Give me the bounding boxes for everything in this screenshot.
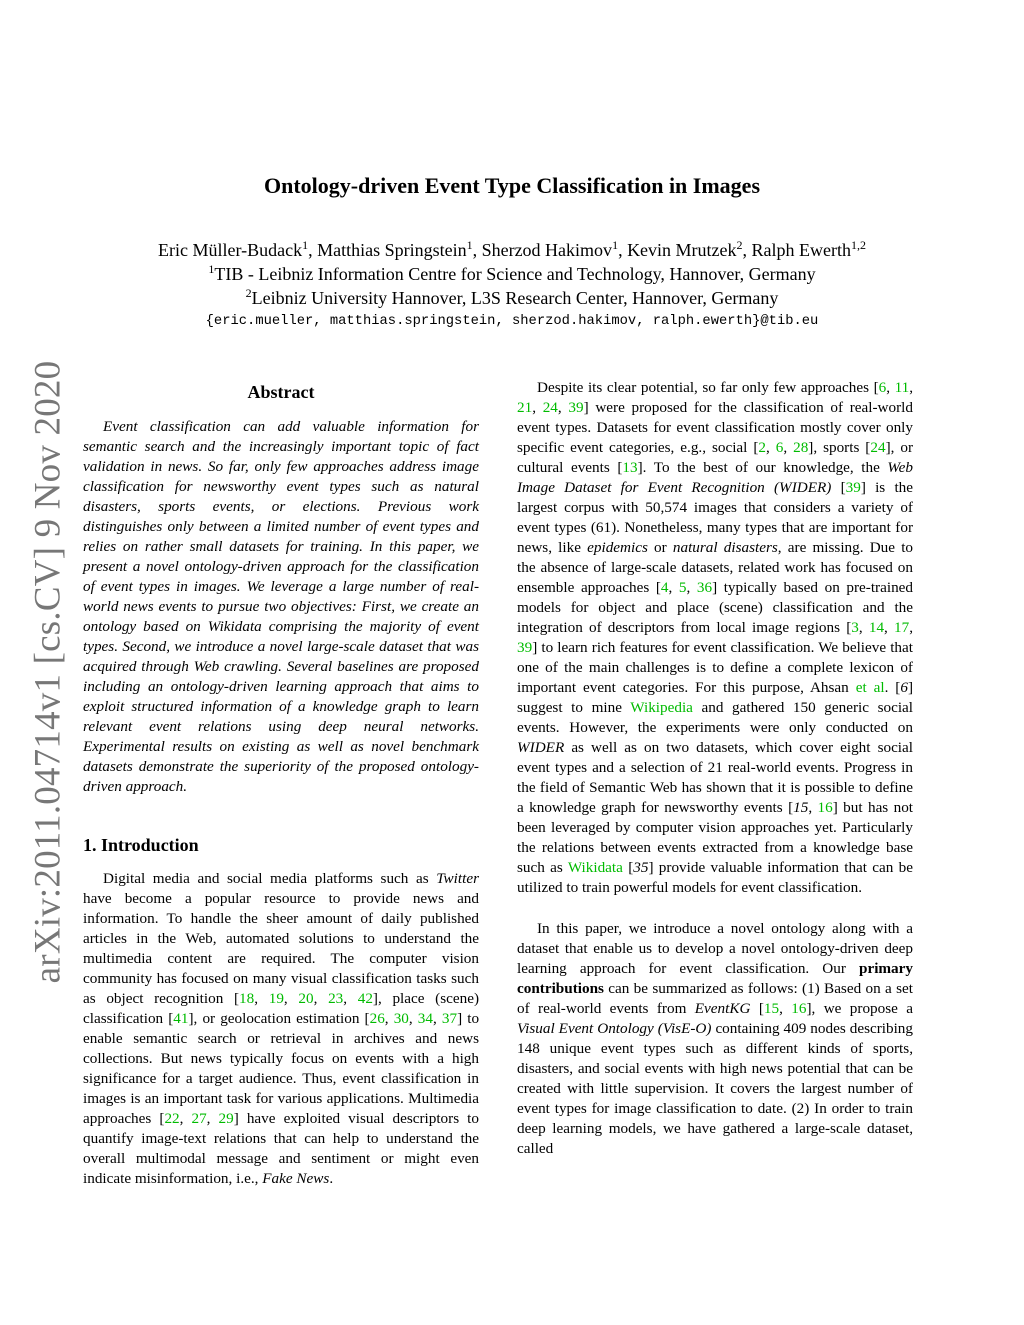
- right-column: [517, 378, 913, 1159]
- citation-link[interactable]: 6: [878, 379, 887, 396]
- abstract-heading: Abstract: [247, 382, 315, 402]
- author-name: Eric Müller-Budack: [157, 240, 303, 260]
- citation-link[interactable]: 34: [417, 1010, 433, 1027]
- author-affiliation-mark: 1: [302, 238, 309, 252]
- affiliation-line: [0, 262, 1024, 286]
- citation-link[interactable]: 18: [239, 990, 255, 1007]
- citation-link[interactable]: Wikidata: [567, 859, 623, 876]
- citation-link[interactable]: 36: [696, 579, 713, 596]
- citation-link[interactable]: 16: [817, 799, 833, 816]
- citation-link[interactable]: 14: [868, 619, 885, 636]
- citation-link[interactable]: 37: [441, 1010, 458, 1027]
- citation-link[interactable]: 28: [793, 439, 809, 456]
- citation-link[interactable]: 2: [758, 439, 766, 456]
- citation-link[interactable]: 11: [894, 379, 910, 396]
- intro-paragraph-1: Digital media and social media platforms such as Twitter have become a popular resource to provide news and information. To handle the sheer amount of daily published articles in the Web, automated solutions to understand the multimedia content are required. The computer vision community has focused on many visual classification tasks such as object recognition [18, 19, 20, 23, 42], place (scene) classification [41], or geolocation estimation [26, 30, 34, 37] to enable semantic search or retrieval in archives and news collections. But news typically focus on events with a high significance for a target audience. Thus, event classification in images is an important task for various applications. Multimedia approaches [22, 27, 29] have exploited visual descriptors to quantify image-text relations that can help to understand the overall multimodal message and sentiment or might even indicate misinformation, i.e., Fake News.: [83, 870, 480, 1187]
- citation-link[interactable]: 39: [517, 639, 533, 656]
- arxiv-identifier: arXiv:2011.04714v1 [cs.CV] 9 Nov 2020: [27, 360, 69, 984]
- citation-link[interactable]: 24: [542, 399, 558, 416]
- author-block: [0, 238, 1024, 334]
- citation-link[interactable]: et al: [855, 679, 885, 696]
- author-list: Eric Müller-Budack$^1$, Matthias Springstein$^1$, Sherzod Hakimov$^1$, Kevin Mrutzek$^2$, Ralph Ewerth$^{1,2}$: [157, 238, 867, 260]
- citation-link[interactable]: 39: [568, 399, 584, 416]
- citation-link[interactable]: 21: [517, 399, 533, 416]
- affiliation-text: Leibniz University Hannover, L3S Research Center, Hannover, Germany: [251, 288, 779, 308]
- citation-link[interactable]: 6: [775, 439, 784, 456]
- left-column: [83, 378, 479, 1189]
- citation-link[interactable]: 24: [870, 439, 886, 456]
- author-emails: {eric.mueller, matthias.springstein, sherzod.hakimov, ralph.ewerth}@tib.eu: [205, 314, 819, 329]
- citation-link[interactable]: 30: [393, 1010, 409, 1027]
- citation-link[interactable]: 26: [369, 1010, 385, 1027]
- citation-link[interactable]: 39: [845, 479, 861, 496]
- citation-link[interactable]: 41: [173, 1010, 189, 1027]
- affiliation-line: [0, 286, 1024, 310]
- citation-link[interactable]: 5: [678, 579, 687, 596]
- author-name: Kevin Mrutzek: [627, 240, 737, 260]
- citation-link[interactable]: 16: [791, 1000, 807, 1017]
- section-heading-introduction: 1. Introduction: [83, 835, 199, 855]
- citation-link[interactable]: 42: [357, 990, 373, 1007]
- affiliation-number: 1: [208, 262, 215, 276]
- affiliation-text: TIB - Leibniz Information Centre for Science and Technology, Hannover, Germany: [214, 264, 816, 284]
- citation-link[interactable]: 4: [660, 579, 669, 596]
- author-affiliation-mark: 2: [736, 238, 743, 252]
- intro-paragraph-3: In this paper, we introduce a novel ontology along with a dataset that enable us to develop a novel ontology-driven deep learning approach for event classification. Our primary contributions can be summarized as follows: (1) Based on a set of real-world events from EventKG [15, 16], we propose a Visual Event Ontology (VisE-O) containing 409 nodes describing 148 unique event types such as different kinds of sports, disasters, and social events with high news potential that can be created with little supervision. It covers the largest number of event types for image classification to date. (2) In order to train deep learning models, we have gathered a large-scale dataset, called: [517, 920, 913, 1157]
- author-affiliation-mark: 1: [466, 238, 473, 252]
- paper-title: Ontology-driven Event Type Classification in Images: [263, 173, 761, 198]
- citation-link[interactable]: 13: [622, 459, 638, 476]
- affiliation-number: 2: [245, 286, 252, 300]
- citation-link[interactable]: 19: [268, 990, 284, 1007]
- author-name: Matthias Springstein: [317, 240, 467, 260]
- citation-link[interactable]: 17: [894, 619, 910, 636]
- citation-link[interactable]: 29: [218, 1110, 234, 1127]
- citation-link[interactable]: 20: [298, 990, 314, 1007]
- citation-link[interactable]: Wikipedia: [630, 699, 693, 716]
- citation-link[interactable]: 23: [328, 990, 344, 1007]
- citation-link[interactable]: 3: [851, 619, 859, 636]
- citation-link[interactable]: 15: [763, 1000, 780, 1017]
- citation-link[interactable]: 22: [164, 1110, 180, 1127]
- author-name: Ralph Ewerth: [751, 240, 852, 260]
- abstract-text: Event classification can add valuable information for semantic search and the increasingly important topic of fact validation in news. So far, only few approaches address image classification for newsworthy event types such as natural disasters, sports events, or elections. Previous work distinguishes only between a limited number of event types and relies on rather small datasets for training. In this paper, we present a novel ontology-driven approach for the classification of event types in images. We leverage a large number of real-world news events to pursue two objectives: First, we create an ontology based on Wikidata comprising the majority of event types. Second, we introduce a novel large-scale dataset that was acquired through Web crawling. Several baselines are proposed including an ontology-driven learning approach that aims to exploit structured information of a knowledge graph to learn relevant event relations using deep neural networks. Experimental results on existing as well as novel benchmark datasets demonstrate the superiority of the proposed ontology-driven approach.: [83, 418, 479, 795]
- intro-paragraph-2: Despite its clear potential, so far only few approaches [6, 11, 21, 24, 39] were proposed for the classification of real-world event types. Datasets for event classification mostly cover only specific event categories, e.g., social [2, 6, 28], sports [24], or cultural events [13]. To the best of our knowledge, the Web Image Dataset for Event Recognition (WIDER) [39] is the largest corpus with 50,574 images that considers a variety of event types (61). Nonetheless, many types that are important for news, like epidemics or natural disasters, are missing. Due to the absence of large-scale datasets, related work has focused on ensemble approaches [4, 5, 36] typically based on pre-trained models for object and place (scene) classification and the integration of descriptors from local image regions [3, 14, 17, 39] to learn rich features for event classification. We believe that one of the main challenges is to define a complete lexicon of important event categories. For this purpose, Ahsan et al. [6] suggest to mine Wikipedia and gathered 150 generic social events. However, the experiments were only conducted on WIDER as well as on two datasets, which cover eight social event types and a selection of 21 real-world events. Progress in the field of Semantic Web has shown that it is possible to define a knowledge graph for newsworthy events [15, 16] but has not been leveraged by computer vision approaches yet. Particularly the relations between events extracted from a knowledge base such as Wikidata [35] provide valuable information that can be utilized to train powerful models for event classification.: [517, 379, 914, 896]
- author-affiliation-mark: 1,2: [851, 238, 867, 252]
- author-name: Sherzod Hakimov: [481, 240, 613, 260]
- citation-link[interactable]: 27: [191, 1110, 207, 1127]
- author-affiliation-mark: 1: [612, 238, 619, 252]
